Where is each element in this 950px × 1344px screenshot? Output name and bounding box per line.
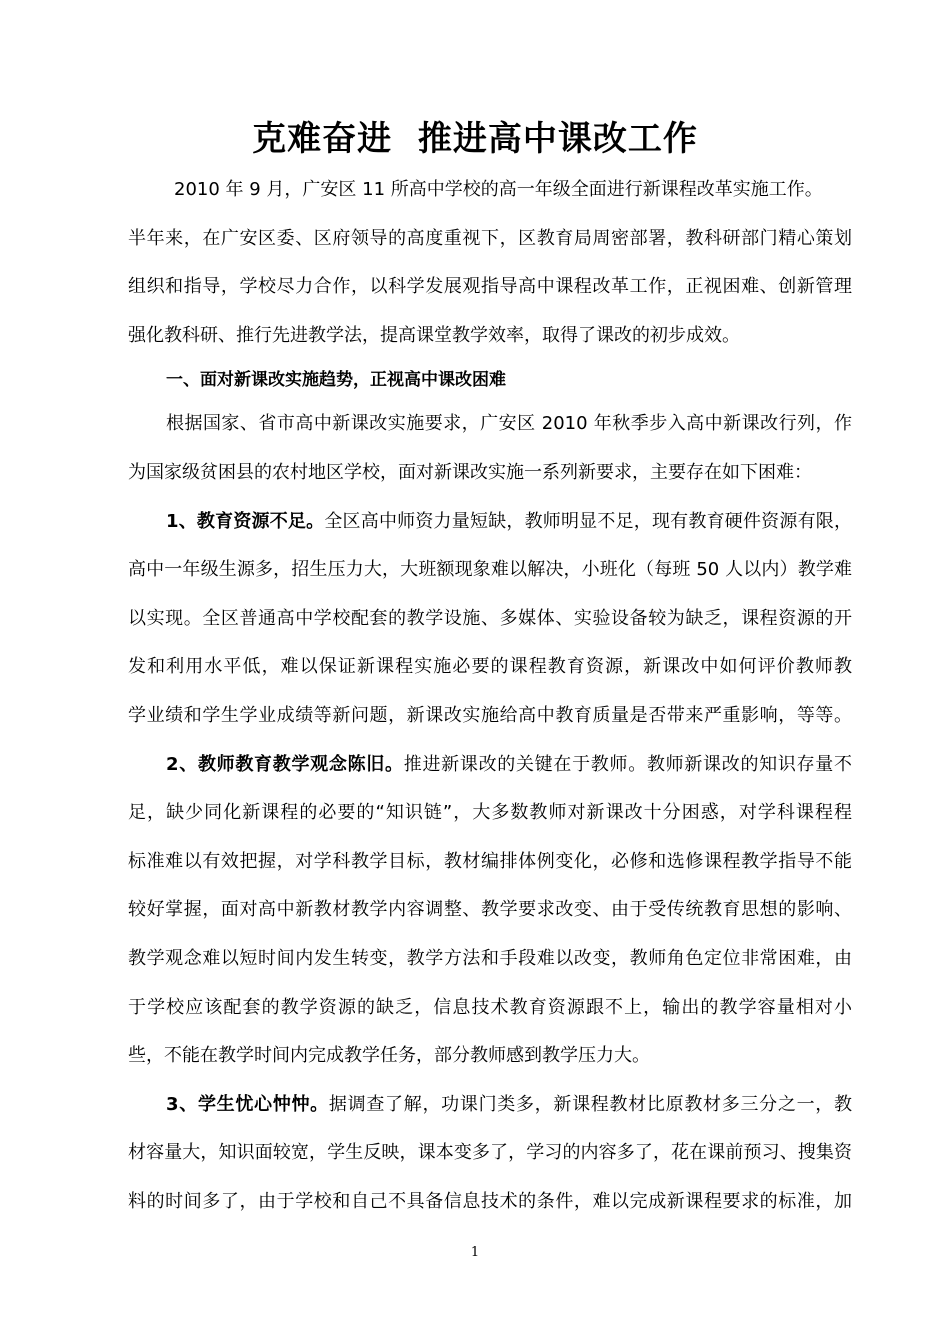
point-text: 推进新课改的关键在于教师。教师新课改的知识存量不 xyxy=(403,753,852,775)
point-first-line xyxy=(128,498,852,547)
section-intro-line: 为国家级贫困县的农村地区学校，面对新课改实施一系列新要求，主要存在如下困难： xyxy=(128,461,812,483)
intro-line: 组织和指导，学校尽力合作，以科学发展观指导高中课程改革工作，正视困难、创新管理 xyxy=(128,276,852,298)
point-text: 全区高中师资力量短缺，教师明显不足，现有教育硬件资源有限， xyxy=(324,510,852,532)
page-number: 1 xyxy=(470,1245,480,1260)
point-first-line xyxy=(128,1081,852,1130)
point-line: 些，不能在教学时间内完成教学任务，部分教师感到教学压力大。 xyxy=(128,1045,650,1067)
point-line: 标准难以有效把握，对学科教学目标，教材编排体例变化，必修和选修课程教学指导不能 xyxy=(128,850,852,872)
point-line: 较好掌握，面对高中新教材教学内容调整、教学要求改变、由于受传统教育思想的影响、 xyxy=(128,899,852,921)
intro-line: 2010 年 9 月，广安区 11 所高中学校的高一年级全面进行新课程改革实施工作。 xyxy=(174,179,823,200)
point-heading: 3、学生忧心忡忡。 xyxy=(166,1093,329,1115)
point-line: 料的时间多了，由于学校和自己不具备信息技术的条件，难以完成新课程要求的标准，加 xyxy=(128,1190,852,1212)
document-title: 克难奋进 推进高中课改工作 xyxy=(252,119,698,159)
section-heading: 一、面对新课改实施趋势，正视高中课改困难 xyxy=(166,370,506,391)
point-text: 据调查了解，功课门类多，新课程教材比原教材多三分之一，教 xyxy=(328,1093,852,1115)
document-body xyxy=(128,166,852,1226)
point-heading: 2、教师教育教学观念陈旧。 xyxy=(166,753,404,775)
point-heading: 1、教育资源不足。 xyxy=(166,510,325,532)
point-first-line xyxy=(128,741,852,790)
section-intro-line: 根据国家、省市高中新课改实施要求，广安区 2010 年秋季步入高中新课改行列，作 xyxy=(166,413,852,435)
intro-line: 半年来，在广安区委、区府领导的高度重视下，区教育局周密部署，教科研部门精心策划 xyxy=(128,227,852,249)
point-line: 高中一年级生源多，招生压力大，大班额现象难以解决，小班化（每班 50 人以内）教学难 xyxy=(128,559,852,581)
point-line: 于学校应该配套的教学资源的缺乏，信息技术教育资源跟不上，输出的教学容量相对小 xyxy=(128,996,852,1018)
point-line: 足，缺少同化新课程的必要的“知识链”，大多数教师对新课改十分困惑，对学科课程程 xyxy=(128,802,852,824)
point-line: 学业绩和学生学业成绩等新问题，新课改实施给高中教育质量是否带来严重影响，等等。 xyxy=(128,704,852,726)
point-line: 材容量大，知识面较宽，学生反映，课本变多了，学习的内容多了，花在课前预习、搜集资 xyxy=(128,1142,852,1164)
point-line: 发和利用水平低，难以保证新课程实施必要的课程教育资源，新课改中如何评价教师教 xyxy=(128,656,852,678)
intro-line: 强化教科研、推行先进教学法，提高课堂教学效率，取得了课改的初步成效。 xyxy=(128,324,740,346)
point-line: 以实现。全区普通高中学校配套的教学设施、多媒体、实验设备较为缺乏，课程资源的开 xyxy=(128,607,852,629)
point-line: 教学观念难以短时间内发生转变，教学方法和手段难以改变，教师角色定位非常困难，由 xyxy=(128,947,852,969)
